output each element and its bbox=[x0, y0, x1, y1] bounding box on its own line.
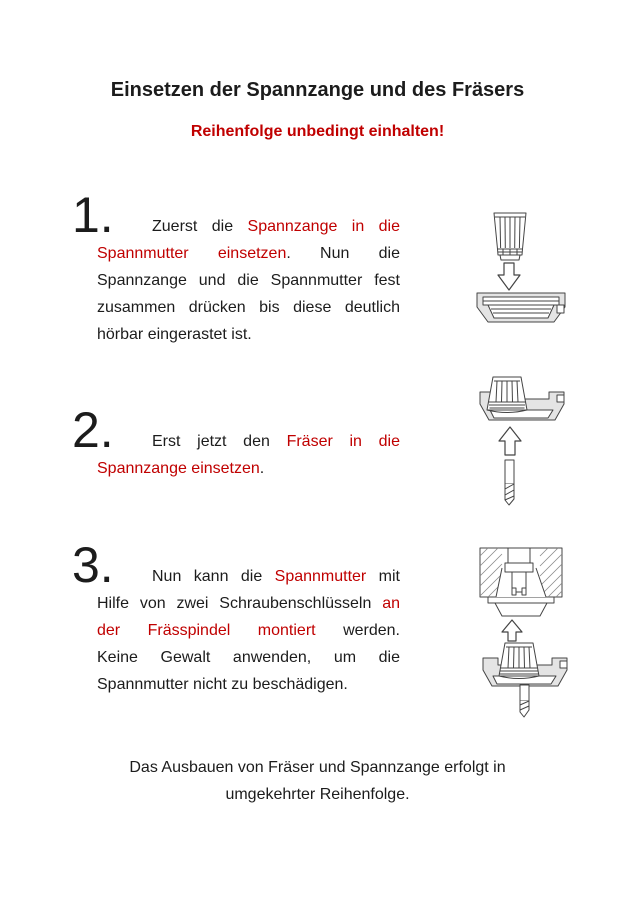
page-subtitle: Reihenfolge unbedingt einhalten! bbox=[190, 123, 445, 140]
step-text-line bbox=[97, 240, 400, 267]
text-segment: hörbar eingerastet ist. bbox=[97, 326, 252, 343]
text-segment-red: Spannzange einsetzen bbox=[97, 460, 260, 477]
text-segment: mit bbox=[366, 568, 400, 585]
collet-in-nut bbox=[480, 377, 564, 420]
text-segment: Hilfe von zwei Schraubenschlüsseln bbox=[97, 595, 383, 612]
step-text-line bbox=[97, 294, 400, 321]
step-text-line bbox=[97, 455, 400, 482]
collet-in-nut-with-end-mill bbox=[483, 643, 567, 717]
footer-line: umgekehrter Reihenfolge. bbox=[225, 786, 410, 803]
text-segment: zusammen drücken bis diese deutlich bbox=[97, 299, 400, 316]
step-text-line bbox=[97, 213, 400, 240]
text-segment-red: Spannmutter einsetzen bbox=[97, 245, 287, 262]
step-2-number: 2. bbox=[72, 402, 114, 458]
spindle-section bbox=[480, 548, 562, 616]
arrow-down-icon bbox=[498, 263, 520, 290]
step-3-text bbox=[97, 563, 400, 698]
illustration-cutter-below-assembly bbox=[462, 372, 582, 512]
step-1-number: 1. bbox=[72, 187, 114, 243]
text-segment: werden. bbox=[315, 622, 400, 639]
step-text-line bbox=[97, 590, 400, 617]
clamping-nut-section bbox=[477, 293, 565, 322]
end-mill bbox=[520, 685, 529, 717]
arrow-up-icon bbox=[499, 427, 521, 455]
arrow-up-icon bbox=[502, 620, 522, 641]
illustration-assembly-below-spindle bbox=[462, 546, 582, 721]
step-text-line bbox=[97, 428, 400, 455]
step-text-line bbox=[97, 321, 400, 348]
page-title: Einsetzen der Spannzange und des Fräsers bbox=[110, 79, 525, 101]
text-segment-red: der Frässpindel montiert bbox=[97, 622, 316, 639]
step-text-line bbox=[97, 267, 400, 294]
step-1-text bbox=[97, 213, 400, 348]
text-segment: Nun kann die bbox=[152, 568, 275, 585]
text-segment-red: an bbox=[382, 595, 400, 612]
step-2-text bbox=[97, 428, 400, 482]
text-segment: Zuerst die bbox=[152, 218, 248, 235]
text-segment: Erst jetzt den bbox=[152, 433, 287, 450]
step-text-line bbox=[97, 563, 400, 590]
text-segment: Keine Gewalt anwenden, um die bbox=[97, 649, 400, 666]
footer-note bbox=[0, 754, 635, 808]
text-segment: Spannzange und die Spannmutter fest bbox=[97, 272, 400, 289]
step-text-line bbox=[97, 644, 400, 671]
text-segment: . bbox=[259, 460, 265, 477]
step-text-line bbox=[97, 671, 400, 698]
text-segment: . Nun die bbox=[286, 245, 401, 262]
collet bbox=[494, 213, 526, 260]
text-segment-red: Spannmutter bbox=[274, 568, 367, 585]
text-segment-red: Fräser in die bbox=[286, 433, 400, 450]
text-segment-red: Spannzange in die bbox=[247, 218, 400, 235]
step-text-line bbox=[97, 617, 400, 644]
footer-line: Das Ausbauen von Fräser und Spannzange erfolgt in bbox=[129, 759, 506, 776]
illustration-collet-above-nut bbox=[462, 205, 582, 335]
end-mill bbox=[505, 460, 514, 505]
step-3-number: 3. bbox=[72, 537, 114, 593]
text-segment: Spannmutter nicht zu beschädigen. bbox=[97, 676, 348, 693]
